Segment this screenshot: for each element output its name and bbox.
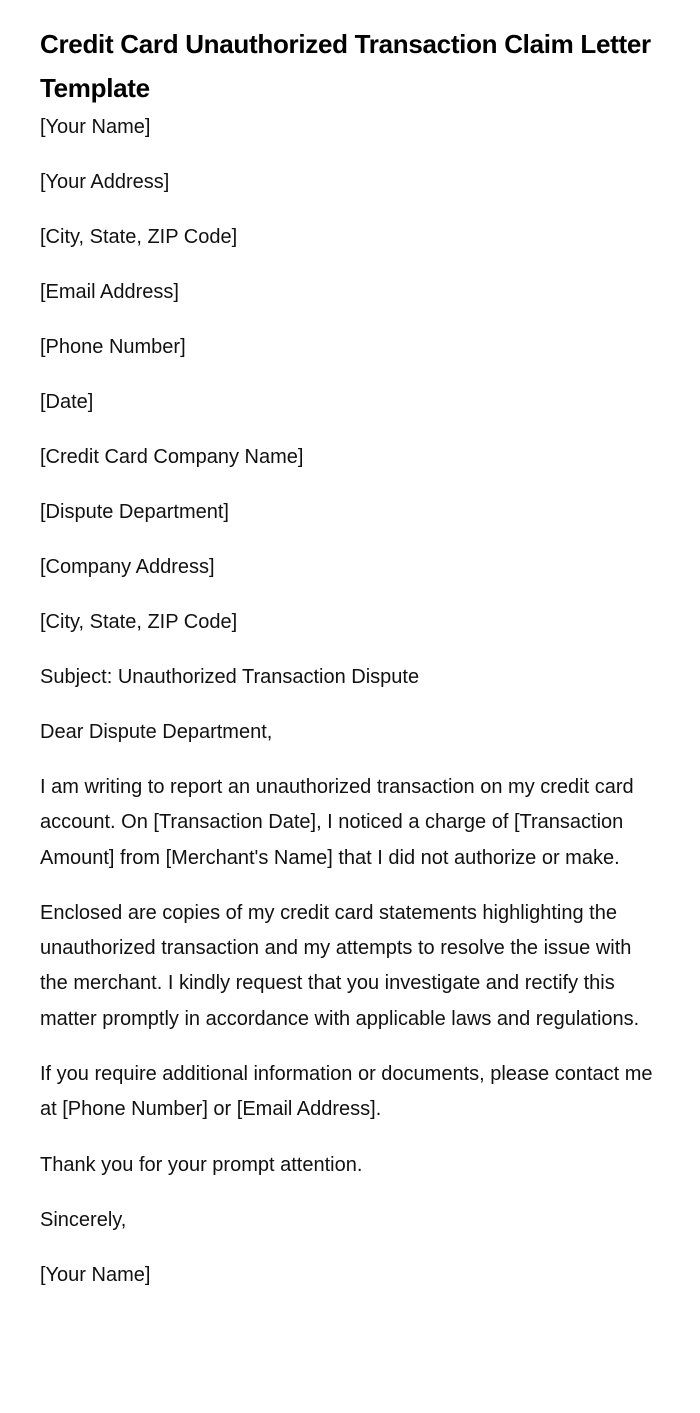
sender-phone: [Phone Number] bbox=[40, 336, 186, 358]
body-paragraph: I am writing to report an unauthorized transaction on my credit card account. On [Transaction Date], I noticed a charge of [Transaction Amount] from [Merchant's Name] that I did not authorize or make. bbox=[40, 776, 634, 869]
body-paragraph: Enclosed are copies of my credit card statements highlighting the unauthorized transaction and my attempts to resolve the issue with the merchant. I kindly request that you investigate and rectify this matter promptly in accordance with applicable laws and regulations. bbox=[40, 901, 640, 1030]
body-paragraph: Thank you for your prompt attention. bbox=[40, 1153, 363, 1176]
sender-address: [Your Address] bbox=[40, 171, 170, 193]
document-title: Credit Card Unauthorized Transaction Claim Letter Template bbox=[40, 29, 651, 103]
recipient-department: [Dispute Department] bbox=[40, 501, 229, 523]
closing: Sincerely, bbox=[40, 1208, 127, 1231]
body-paragraph: If you require additional information or documents, please contact me at [Phone Number] or [Email Address]. bbox=[40, 1063, 653, 1121]
letter-date: [Date] bbox=[40, 391, 94, 413]
recipient-city-state-zip: [City, State, ZIP Code] bbox=[40, 611, 238, 633]
subject-line: Subject: Unauthorized Transaction Dispute bbox=[40, 666, 420, 688]
signature-name: [Your Name] bbox=[40, 1263, 151, 1286]
sender-name: [Your Name] bbox=[40, 116, 151, 138]
recipient-company: [Credit Card Company Name] bbox=[40, 446, 304, 468]
salutation: Dear Dispute Department, bbox=[40, 721, 273, 743]
sender-email: [Email Address] bbox=[40, 281, 179, 303]
sender-city-state-zip: [City, State, ZIP Code] bbox=[40, 226, 238, 248]
recipient-address: [Company Address] bbox=[40, 556, 215, 578]
